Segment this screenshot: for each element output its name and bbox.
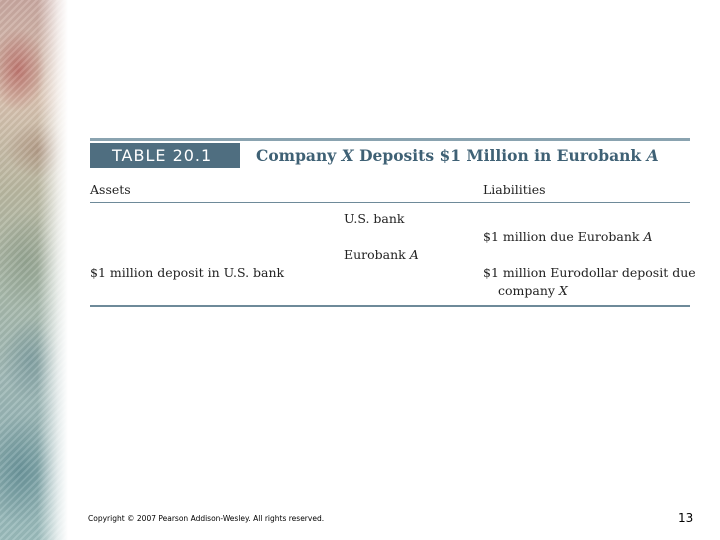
title-part-1: Company (256, 146, 342, 165)
title-part-4: A (646, 146, 659, 165)
page-number: 13 (678, 511, 694, 525)
copyright-footer: Copyright © 2007 Pearson Addison-Wesley. All rights reserved. (88, 514, 325, 523)
title-part-2: X (341, 146, 354, 165)
cell-us-bank: U.S. bank (344, 211, 405, 226)
cell-asset-deposit: $1 million deposit in U.S. bank (90, 265, 285, 280)
header-rule (90, 202, 690, 203)
bottom-rule (90, 305, 690, 307)
title-part-3: Deposits $1 Million in Eurobank (353, 146, 647, 165)
cell-liability-due-eurobank (483, 229, 652, 244)
cell-liability-eurodollar-line2 (498, 283, 568, 298)
eurodollar-line2-text: company (498, 283, 559, 298)
liability-due-italic: A (643, 229, 653, 244)
cell-eurobank (344, 247, 419, 262)
cell-liability-eurodollar-line1: $1 million Eurodollar deposit due (483, 265, 696, 280)
decorative-fade (0, 0, 68, 540)
column-header-assets: Assets (90, 182, 131, 197)
table-number-tag: TABLE 20.1 (90, 143, 240, 168)
table-20-1 (90, 138, 696, 298)
liability-due-text: $1 million due Eurobank (483, 229, 644, 244)
top-rule (90, 138, 690, 141)
eurobank-italic: A (409, 247, 419, 262)
table-title (256, 146, 659, 165)
column-header-liabilities: Liabilities (483, 182, 546, 197)
eurobank-text: Eurobank (344, 247, 410, 262)
table-caption (90, 143, 690, 168)
eurodollar-line2-italic: X (558, 283, 568, 298)
